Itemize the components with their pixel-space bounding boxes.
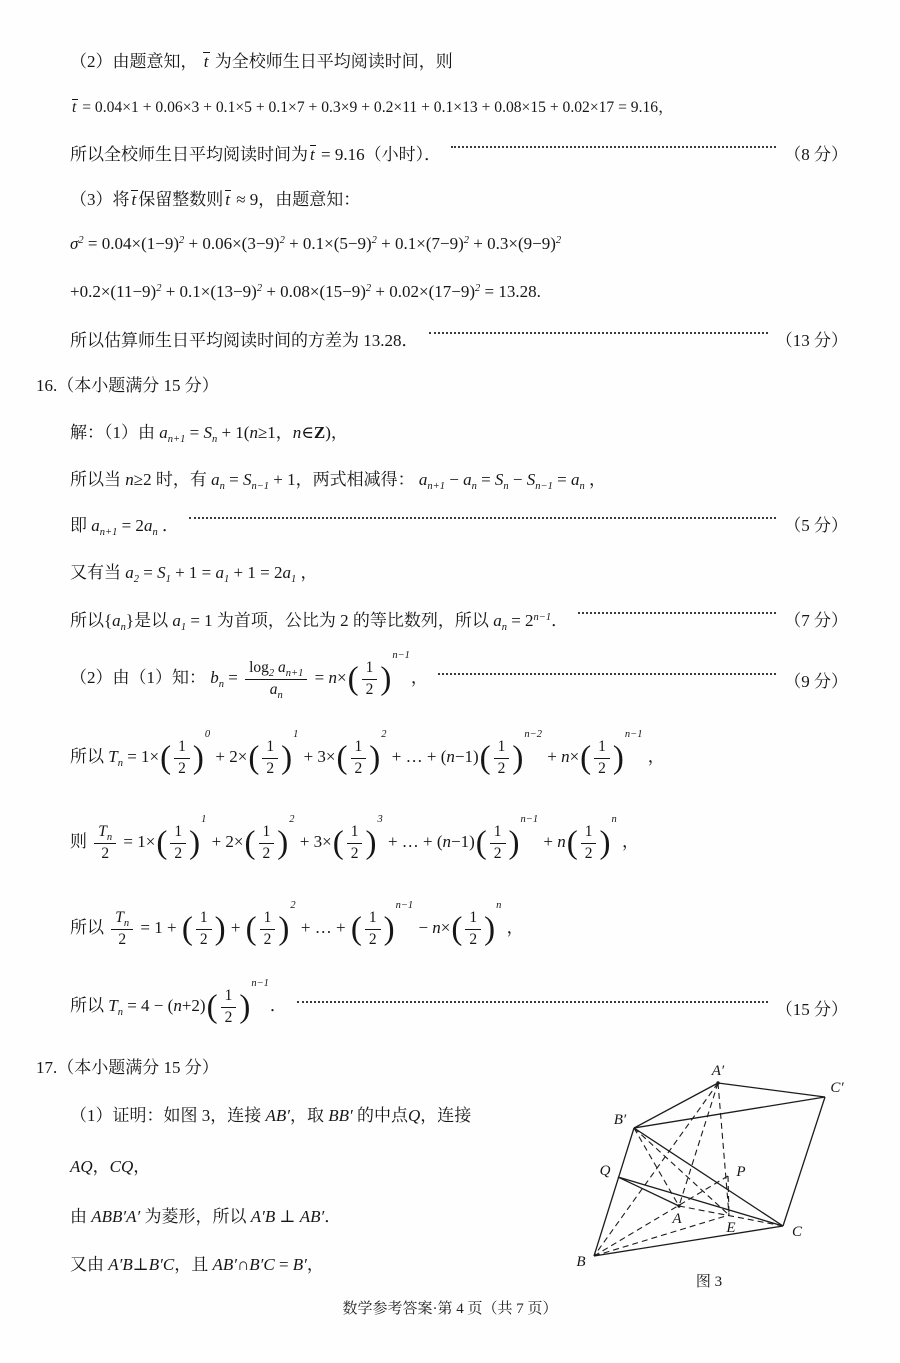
score-label: （7 分） — [784, 610, 848, 630]
vertex-label-q: Q — [599, 1163, 611, 1179]
score-label: （9 分） — [784, 671, 848, 691]
question-15-solution-continued — [70, 36, 848, 360]
formula-text: $\sigma^2 = 0.04\times(1-9)^2 + 0.06\times(3-9)^2 + 0.1\times(5-9)^2 + 0.1\times(7-9)^2 + 0.3\times(9-9)^2$ — [70, 234, 562, 253]
formula-text: （2）由题意知， t 为全校师生日平均阅读时间，则 — [70, 51, 453, 71]
vertex-label-a: A — [672, 1211, 682, 1227]
vertex-label-e: E — [726, 1220, 736, 1236]
dot-leader — [189, 517, 776, 519]
formula-line — [70, 268, 848, 316]
proof-text-block — [70, 1088, 570, 1286]
formula-line — [70, 642, 848, 716]
vertex-label-b: B — [576, 1254, 586, 1270]
score-label: （15 分） — [775, 999, 848, 1019]
solid-edges — [594, 1083, 825, 1256]
heading-text: 17.（本小题满分 15 分） — [36, 1057, 219, 1077]
vertex-labels — [576, 1063, 844, 1290]
formula-text: $+0.2\times(11-9)^2 + 0.1\times(13-9)^2 + 0.08\times(15-9)^2 + 0.02\times(17-9)^2 = 13.28$. — [70, 282, 541, 301]
formula-text: （3）将 t 保留整数则 t ≈ 9，由题意知： — [70, 189, 361, 209]
formula-text: 所以 $T_n = 4 - (n+2)$ ( $\frac{1}{2}$ ) n−1 ． — [70, 977, 287, 1026]
formula-text: 解：（1）由 $a_{n+1} = S_n + 1(n\ge 1$，n∈Z)， — [70, 422, 348, 445]
formula-line — [70, 82, 848, 130]
formula-text: 又由 A′B⊥B′C，且 AB′∩B′C = B′， — [70, 1254, 324, 1274]
formula-line — [70, 36, 848, 82]
question-17-solution — [36, 1042, 848, 1290]
formula-text: 所以 $\frac{T_n}{2}$ = 1 + ( $\frac{1}{2}$ ) + ( $\frac{1}{2}$ ) 2 + … + ( $\frac{1}{2}$ ) n−1 − n× ( $\frac{1}{2}$ ) n ， — [70, 899, 524, 948]
formula-text: t = 0.04×1 + 0.06×3 + 0.1×5 + 0.1×7 + 0.3×9 + 0.2×11 + 0.1×13 + 0.08×15 + 0.02×17 = 9.16， — [72, 99, 674, 116]
vertex-label-p: P — [736, 1164, 746, 1180]
page-footer: 数学参考答案·第 4 页（共 7 页） — [342, 1301, 558, 1317]
formula-text: 即 $a_{n+1} = 2a_n$ ． — [70, 515, 179, 538]
formula-line — [70, 454, 848, 500]
dot-leader — [297, 1001, 768, 1003]
dot-leader — [438, 673, 776, 675]
vertex-label-c-prime: C′ — [830, 1080, 844, 1096]
formula-line — [70, 972, 848, 1042]
formula-text: 又有当 $a_2 = S_1 + 1 = a_1 + 1 = 2a_1$ ， — [70, 562, 318, 585]
formula-line — [70, 1088, 570, 1138]
vertex-label-a-prime: A′ — [711, 1063, 725, 1079]
formula-line — [70, 716, 848, 800]
dot-leader — [429, 332, 768, 334]
formula-text: 所以估算师生日平均阅读时间的方差为 13.28． — [70, 330, 419, 350]
heading-text: 16.（本小题满分 15 分） — [36, 375, 219, 395]
formula-line — [70, 546, 848, 594]
formula-line — [70, 316, 848, 360]
vertex-label-b-prime: B′ — [613, 1112, 627, 1128]
figure-caption: 图 3 — [695, 1274, 723, 1290]
formula-line — [70, 800, 848, 886]
formula-text: （1）证明：如图 3，连接 AB′，取 BB′ 的中点Q，连接 — [70, 1105, 472, 1125]
formula-text: 则 $\frac{T_n}{2}$ = 1× ( $\frac{1}{2}$ ) 1 + 2× ( $\frac{1}{2}$ ) 2 + 3× ( $\frac{1}{2}$ ) 3 + … + (n−1) ( $\frac{1}{2}$ ) n−1 + n ( $\frac{1}{2}$ ) n ， — [70, 813, 639, 862]
score-label: （13 分） — [775, 330, 848, 350]
formula-line — [70, 1238, 570, 1286]
formula-line — [70, 174, 848, 220]
formula-text: 由 ABB′A′ 为菱形，所以 A′B ⊥ AB′． — [70, 1206, 342, 1226]
formula-line — [70, 886, 848, 972]
score-label: （8 分） — [784, 144, 848, 164]
formula-line — [70, 500, 848, 546]
formula-line — [70, 406, 848, 454]
formula-text: 所以全校师生日平均阅读时间为 t = 9.16（小时）． — [70, 144, 442, 164]
question-heading — [36, 360, 848, 406]
formula-line — [70, 1138, 570, 1190]
figure-3-diagram — [556, 1044, 900, 1292]
formula-line — [70, 220, 848, 268]
formula-text: 所以当 n≥2 时，有 $a_n = S_{n-1} + 1$，两式相减得： $a_{n+1} - a_n = S_n - S_{n-1} = a_n$ ， — [70, 469, 606, 492]
score-label: （5 分） — [784, 515, 848, 535]
formula-text: AQ，CQ， — [70, 1156, 151, 1176]
formula-text: （2）由（1）知： $b_n$ = $\frac{\log_2 a_{n+1}}{a_n}$ = n× ( $\frac{1}{2}$ ) n−1 ， — [70, 649, 428, 701]
formula-line — [70, 130, 848, 174]
formula-line — [70, 1190, 570, 1238]
question-16-solution — [36, 360, 848, 1042]
formula-line — [70, 594, 848, 642]
formula-text: 所以 $T_n = 1\times$ ( $\frac{1}{2}$ ) 0 + 2× ( $\frac{1}{2}$ ) 1 + 3× ( $\frac{1}{2}$ ) 2 + … + (n−1) ( $\frac{1}{2}$ ) n−2 + n× ( $\frac{1}{2}$ ) n−1 ， — [70, 728, 665, 777]
formula-text: 所以$\{a_n\}$是以 $a_1 = 1$ 为首项，公比为 2 的等比数列，所以 $a_n = 2^{n-1}$． — [70, 610, 569, 633]
dot-leader — [451, 146, 776, 148]
figure-3 — [556, 1044, 900, 1292]
vertex-label-c: C — [791, 1224, 803, 1240]
dot-leader — [578, 612, 776, 614]
